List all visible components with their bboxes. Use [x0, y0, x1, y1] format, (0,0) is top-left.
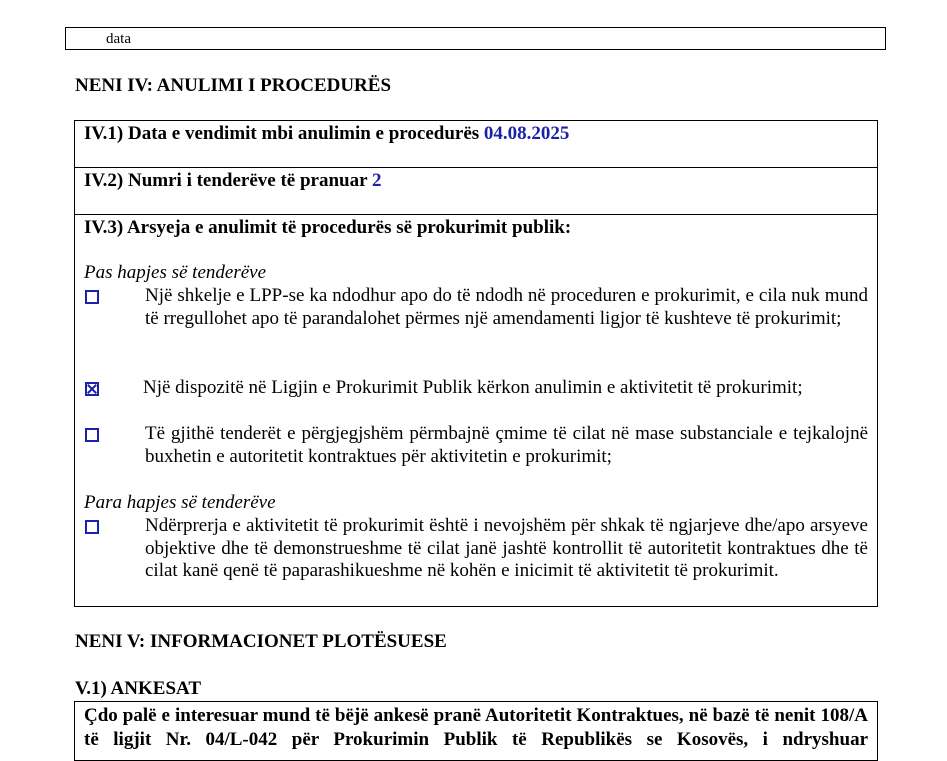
- tenders-count-row: [75, 168, 877, 215]
- checkbox-lpp-violation[interactable]: [85, 290, 99, 304]
- checkbox-law-provision[interactable]: [85, 382, 99, 396]
- complaints-box: [74, 701, 878, 761]
- tenders-count-value: 2: [371, 170, 382, 191]
- header-data-box: [65, 27, 886, 50]
- header-data-text: data: [106, 31, 131, 47]
- checkbox-prices-exceed[interactable]: [85, 428, 99, 442]
- complaints-text: Çdo palë e interesuar mund të bëjë ankesë pranë Autoritetit Kontraktues, në bazë të nenit 108/A të ligjit Nr. 04/L-042 për Prokurimin Publik të Republikës se Kosovës, i ndryshuar: [84, 705, 868, 750]
- checkbox-objective-reasons[interactable]: [85, 520, 99, 534]
- reason-label: IV.3) Arsyeja e anulimit të procedurës së prokurimit publik:: [84, 217, 572, 238]
- before-opening-subheading: Para hapjes së tenderëve: [84, 492, 276, 513]
- option-objective-reasons-text: Ndërprerja e aktivitetit të prokurimit është i nevojshëm për shkak të ngjarjeve dhe/apo arsyeve objektive dhe të demonstrueshme të cilat janë jashtë kontrollit të autoritetit kontraktues dhe të cilat kanë qenë të paparashikueshme në kohën e inicimit të aktivitetit të prokurimit.: [145, 515, 868, 582]
- section-iv-heading: NENI IV: ANULIMI I PROCEDURËS: [75, 75, 392, 96]
- option-law-provision-text: Një dispozitë në Ligjin e Prokurimit Publik kërkon anulimin e aktivitetit të prokurimit;: [143, 377, 803, 398]
- complaints-heading: V.1) ANKESAT: [75, 678, 201, 699]
- cancellation-table: [74, 120, 878, 607]
- option-prices-exceed-text: Të gjithë tenderët e përgjegjshëm përmbajnë çmime të cilat në mase substanciale e tejkalojnë buxhetin e autoritetit kontraktues për aktivitetin e prokurimit;: [145, 423, 868, 467]
- tenders-count-label: IV.2) Numri i tenderëve të pranuar: [84, 170, 368, 191]
- option-lpp-violation-text: Një shkelje e LPP-se ka ndodhur apo do të ndodh në proceduren e prokurimit, e cila nuk mund të rregullohet apo të parandalohet përmes një amendamenti ligjor të kushteve të prokurimit;: [145, 285, 868, 329]
- section-v-heading: NENI V: INFORMACIONET PLOTËSUESE: [75, 631, 447, 652]
- decision-date-value: 04.08.2025: [483, 123, 570, 144]
- decision-date-row: [75, 121, 877, 168]
- after-opening-subheading: Pas hapjes së tenderëve: [84, 262, 267, 283]
- decision-date-label: IV.1) Data e vendimit mbi anulimin e procedurës: [84, 123, 480, 144]
